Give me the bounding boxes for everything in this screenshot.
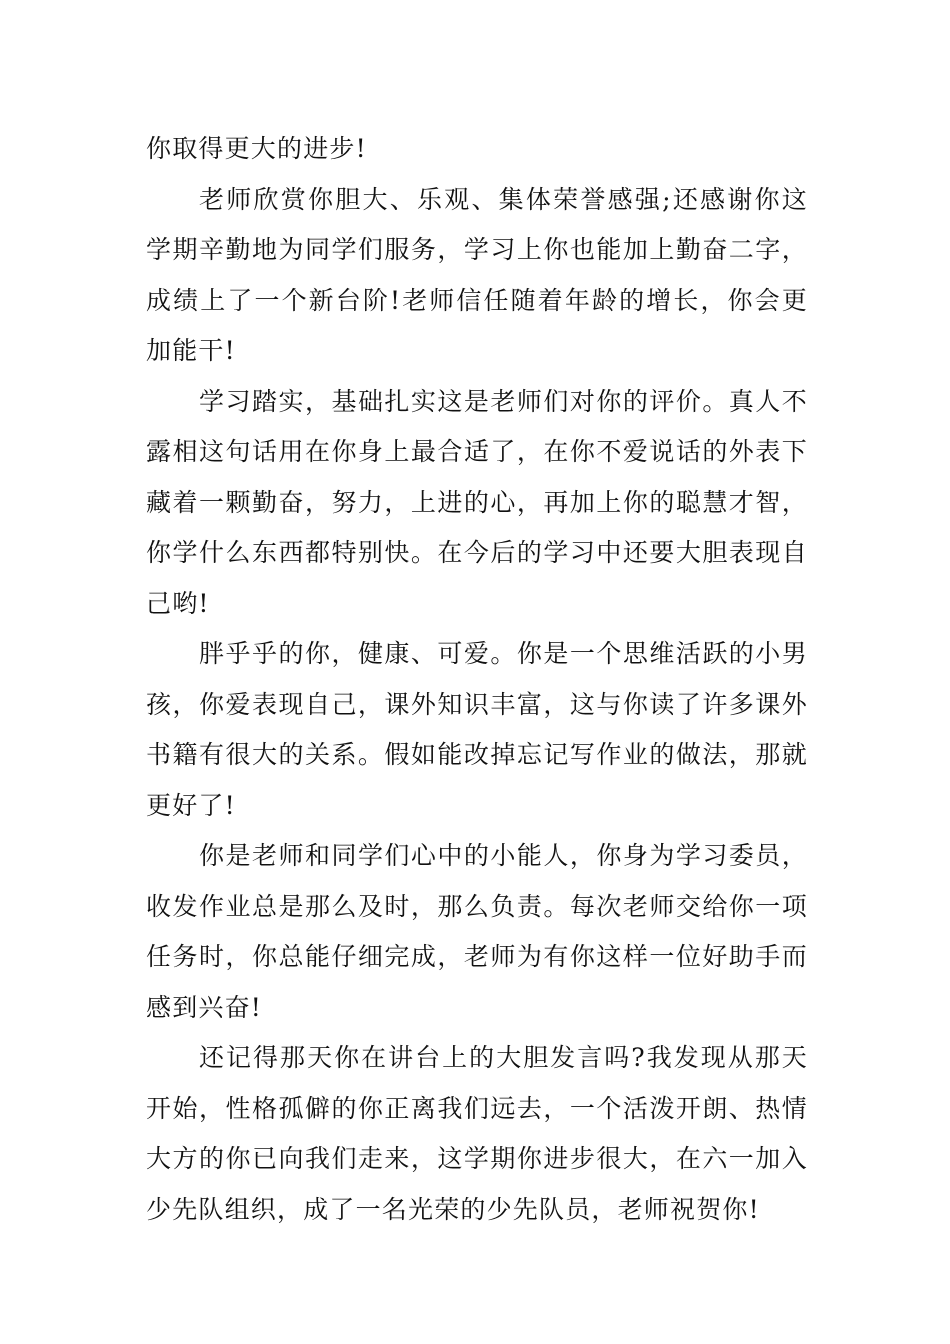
paragraph: 胖乎乎的你，健康、可爱。你是一个思维活跃的小男孩，你爱表现自己，课外知识丰富，这与你读了许多课外书籍有很大的关系。假如能改掉忘记写作业的做法，那就更好了! <box>146 639 808 820</box>
paragraph: 你是老师和同学们心中的小能人，你身为学习委员，收发作业总是那么及时，那么负责。每次老师交给你一项任务时，你总能仔细完成，老师为有你这样一位好助手而感到兴奋! <box>146 841 808 1022</box>
paragraph-continuation: 你取得更大的进步! <box>146 134 367 163</box>
paragraph: 还记得那天你在讲台上的大胆发言吗?我发现从那天开始，性格孤僻的你正离我们远去，一个活泼开朗、热情大方的你已向我们走来，这学期你进步很大，在六一加入少先队组织，成了一名光荣的少先队员，老师祝贺你! <box>146 1043 808 1224</box>
document-body <box>146 124 808 1235</box>
paragraph: 老师欣赏你胆大、乐观、集体荣誉感强;还感谢你这学期辛勤地为同学们服务，学习上你也能加上勤奋二字，成绩上了一个新台阶!老师信任随着年龄的增长，你会更加能干! <box>146 184 808 365</box>
paragraph: 学习踏实，基础扎实这是老师们对你的评价。真人不露相这句话用在你身上最合适了，在你不爱说话的外表下藏着一颗勤奋，努力，上进的心，再加上你的聪慧才智，你学什么东西都特别快。在今后的学习中还要大胆表现自己哟! <box>146 386 808 618</box>
